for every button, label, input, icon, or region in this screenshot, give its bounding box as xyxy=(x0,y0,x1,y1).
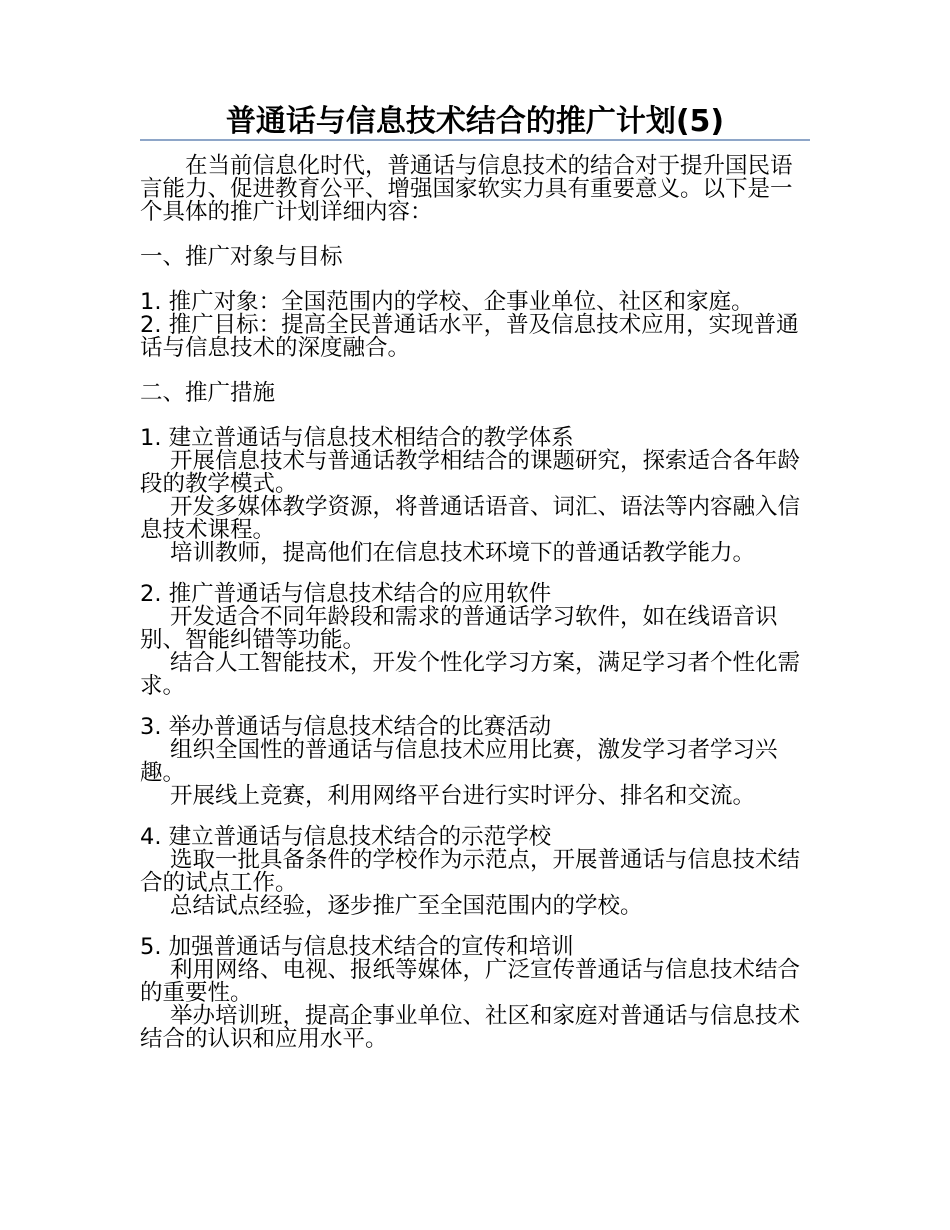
measure-point: 结合人工智能技术，开发个性化学习方案，满足学习者个性化需求。 xyxy=(140,650,801,699)
measure-heading: 3. 举办普通话与信息技术结合的比赛活动 xyxy=(140,714,552,740)
measure-point: 总结试点经验，逐步推广至全国范围内的学校。 xyxy=(170,893,643,919)
measure-point: 开展信息技术与普通话教学相结合的课题研究，探索适合各年龄段的教学模式。 xyxy=(140,448,801,497)
target-item: 2. 推广目标：提高全民普通话水平，普及信息技术应用，实现普通话与信息技术的深度融合。 xyxy=(140,312,799,361)
intro-paragraph: 在当前信息化时代，普通话与信息技术的结合对于提升国民语言能力、促进教育公平、增强国家软实力具有重要意义。以下是一个具体的推广计划详细内容： xyxy=(140,153,793,225)
section-heading: 一、推广对象与目标 xyxy=(140,244,343,270)
measure-heading: 4. 建立普通话与信息技术结合的示范学校 xyxy=(140,824,552,850)
document-body xyxy=(140,155,810,1051)
title-underline xyxy=(140,139,810,141)
measure-heading: 2. 推广普通话与信息技术结合的应用软件 xyxy=(140,581,552,607)
measure-heading: 1. 建立普通话与信息技术相结合的教学体系 xyxy=(140,425,574,451)
measure-heading: 5. 加强普通话与信息技术结合的宣传和培训 xyxy=(140,934,574,960)
measure-point: 开发多媒体教学资源，将普通话语音、词汇、语法等内容融入信息技术课程。 xyxy=(140,494,801,543)
measure-point: 选取一批具备条件的学校作为示范点，开展普通话与信息技术结合的试点工作。 xyxy=(140,847,801,896)
target-item: 1. 推广对象：全国范围内的学校、企事业单位、社区和家庭。 xyxy=(140,289,754,315)
measure-point: 开展线上竞赛，利用网络平台进行实时评分、排名和交流。 xyxy=(170,783,756,809)
measure-point: 组织全国性的普通话与信息技术应用比赛，激发学习者学习兴趣。 xyxy=(140,737,778,786)
measure-point: 利用网络、电视、报纸等媒体，广泛宣传普通话与信息技术结合的重要性。 xyxy=(140,957,801,1006)
measure-point: 举办培训班，提高企事业单位、社区和家庭对普通话与信息技术结合的认识和应用水平。 xyxy=(140,1003,801,1052)
document-title: 普通话与信息技术结合的推广计划(5) xyxy=(225,104,725,139)
section-heading: 二、推广措施 xyxy=(140,380,276,406)
measure-point: 开发适合不同年龄段和需求的普通话学习软件，如在线语音识别、智能纠错等功能。 xyxy=(140,604,778,653)
measure-point: 培训教师，提高他们在信息技术环境下的普通话教学能力。 xyxy=(170,540,756,566)
